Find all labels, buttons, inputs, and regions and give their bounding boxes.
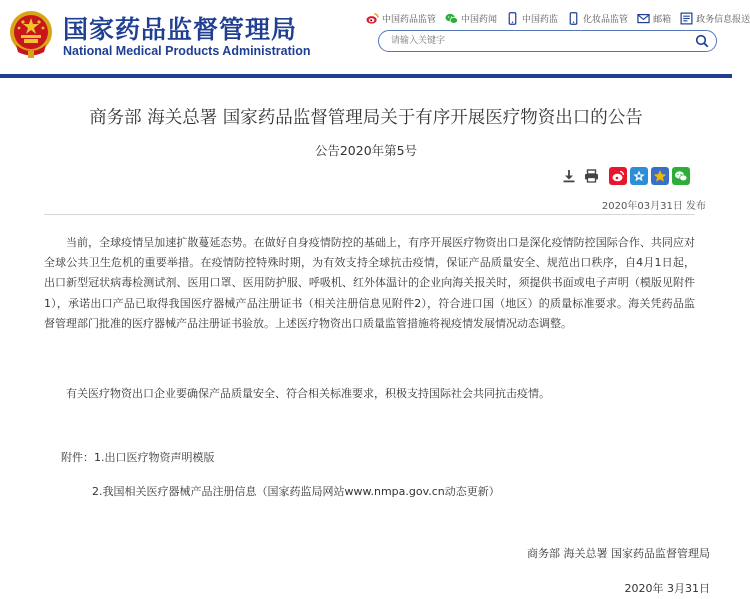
top-link-label: 政务信息报送	[696, 14, 750, 25]
body-paragraph: 当前，全球疫情呈加速扩散蔓延态势。在做好自身疫情防控的基础上，有序开展医疗物资出口是深化疫情防控国际合作、共同应对全球公共卫生危机的重要举措。在疫情防控特殊时期，为有效支持全球抗击疫情，保证产品质量安全、规范出口秩序，自4月1日起，出口新型冠状病毒检测试剂、医用口罩、医用防护服、呼吸机、红外体温计的企业向海关报关时，须提供书面或电子声明（模版见附件1），承诺出口产品已取得我国医疗器械产品注册证书（相关注册信息见附件2），符合进口国（地区）的质量标准要求。海关凭药品监督管理部门批准的医疗器械产品注册证书验放。上述医疗物资出口质量监管措施将视疫情发展情况动态调整。	[44, 236, 695, 330]
wechat-share-icon	[674, 169, 688, 183]
body-paragraph: 有关医疗物资出口企业要确保产品质量安全、符合相关标准要求，积极支持国际社会共同抗击疫情。	[66, 387, 550, 400]
top-link-mobile-cosmetics[interactable]	[567, 12, 628, 25]
top-link-mail[interactable]	[637, 12, 671, 25]
attachment-link[interactable]: 附件：1.出口医疗物资声明模版	[61, 451, 215, 464]
top-link-label: 化妆品监管	[583, 14, 629, 25]
download-icon	[562, 169, 576, 183]
search-icon[interactable]	[695, 34, 709, 48]
article-toolbar	[560, 166, 693, 186]
top-link-weibo[interactable]	[366, 12, 436, 25]
top-link-mobile-nmpa[interactable]	[506, 12, 558, 25]
top-link-label: 中国药监	[522, 14, 559, 25]
report-icon	[680, 12, 693, 25]
phone-icon	[506, 12, 519, 25]
mail-icon	[637, 12, 650, 25]
share-weibo-button[interactable]	[609, 167, 627, 185]
phone-icon	[567, 12, 580, 25]
print-button[interactable]	[582, 167, 600, 185]
article-title: 商务部 海关总署 国家药品监督管理局关于有序开展医疗物资出口的公告	[89, 108, 643, 128]
weibo-icon	[366, 12, 379, 25]
share-qzone-button[interactable]	[630, 167, 648, 185]
site-name-cn[interactable]: 国家药品监督管理局	[63, 15, 298, 44]
top-link-label: 中国药品监管	[382, 14, 437, 25]
site-header	[0, 0, 750, 74]
download-button[interactable]	[560, 167, 578, 185]
print-icon	[584, 169, 599, 183]
top-link-wechat[interactable]	[445, 12, 497, 25]
header-divider-bar	[0, 74, 732, 78]
top-link-label: 中国药闻	[461, 14, 498, 25]
search-box	[378, 30, 717, 52]
wechat-icon	[445, 12, 458, 25]
article-divider	[44, 214, 695, 215]
qzone-share-icon	[632, 169, 646, 183]
national-emblem-icon[interactable]	[8, 9, 54, 59]
search-input[interactable]	[391, 33, 681, 49]
top-link-label: 邮箱	[653, 14, 672, 25]
site-name-en[interactable]: National Medical Products Administration	[63, 44, 311, 58]
share-wechat-button[interactable]	[672, 167, 690, 185]
document-number: 公告2020年第5号	[314, 143, 418, 158]
publish-date: 2020年03月31日 发布	[601, 201, 706, 212]
favorite-share-icon	[653, 169, 667, 183]
attachment-link[interactable]: 2.我国相关医疗器械产品注册信息（国家药监局网站www.nmpa.gov.cn动态更新）	[92, 485, 500, 498]
weibo-share-icon	[611, 169, 625, 183]
signature: 商务部 海关总署 国家药品监督管理局	[527, 547, 710, 560]
sign-date: 2020年 3月31日	[624, 582, 710, 595]
top-link-report[interactable]	[680, 12, 750, 25]
top-links	[366, 10, 750, 26]
share-favorite-button[interactable]	[651, 167, 669, 185]
